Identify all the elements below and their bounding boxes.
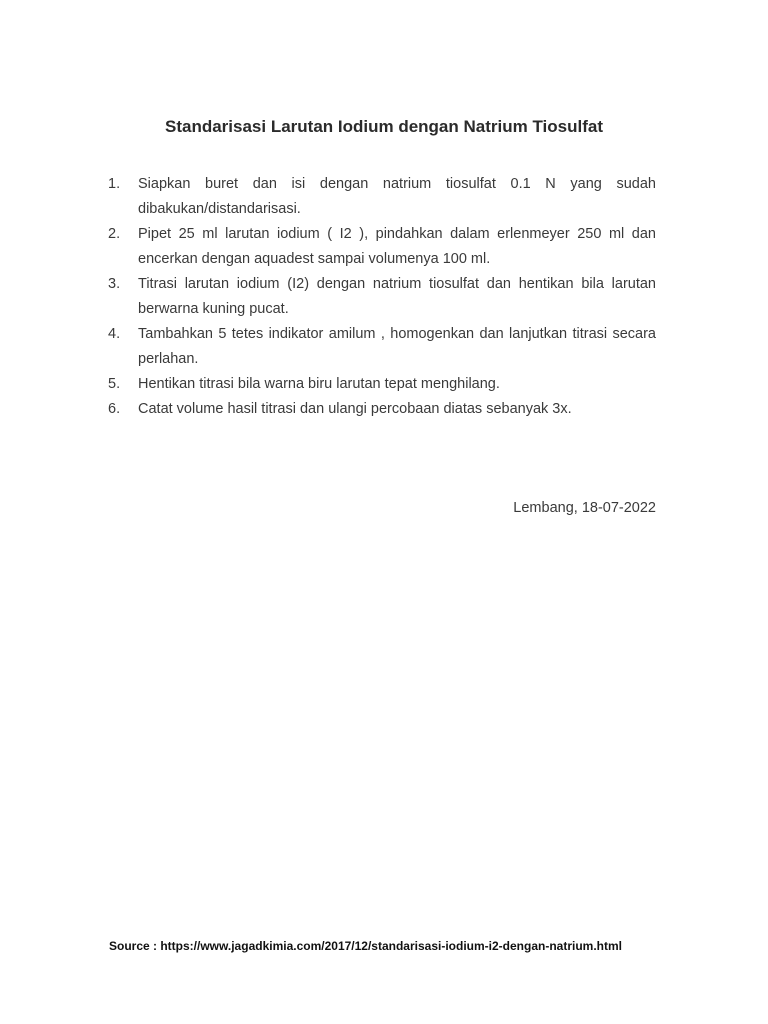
step-text: Pipet 25 ml larutan iodium ( I2 ), pindahkan dalam erlenmeyer 250 ml dan encerkan dengan aquadest sampai volumenya 100 ml. <box>138 226 656 267</box>
procedure-list <box>108 172 656 422</box>
step-text: Tambahkan 5 tetes indikator amilum , homogenkan dan lanjutkan titrasi secara perlahan. <box>138 326 656 367</box>
list-item <box>108 322 656 372</box>
list-item <box>108 172 656 222</box>
source-citation: Source : https://www.jagadkimia.com/2017/12/standarisasi-iodium-i2-dengan-natrium.html <box>109 939 622 953</box>
document-title: Standarisasi Larutan Iodium dengan Natrium Tiosulfat <box>165 117 603 136</box>
list-item <box>108 222 656 272</box>
step-text: Catat volume hasil titrasi dan ulangi percobaan diatas sebanyak 3x. <box>138 401 572 417</box>
step-text: Titrasi larutan iodium (I2) dengan natrium tiosulfat dan hentikan bila larutan berwarna kuning pucat. <box>138 276 656 317</box>
step-number: 6. <box>108 401 121 417</box>
step-number: 2. <box>108 226 121 242</box>
step-number: 5. <box>108 376 121 392</box>
step-number: 3. <box>108 276 121 292</box>
step-text: Siapkan buret dan isi dengan natrium tiosulfat 0.1 N yang sudah dibakukan/distandarisasi. <box>138 176 656 217</box>
step-number: 4. <box>108 326 121 342</box>
list-item <box>108 372 656 397</box>
place-date: Lembang, 18-07-2022 <box>513 500 656 516</box>
list-item <box>108 397 656 422</box>
list-item <box>108 272 656 322</box>
step-text: Hentikan titrasi bila warna biru larutan tepat menghilang. <box>138 376 500 392</box>
step-number: 1. <box>108 176 121 192</box>
